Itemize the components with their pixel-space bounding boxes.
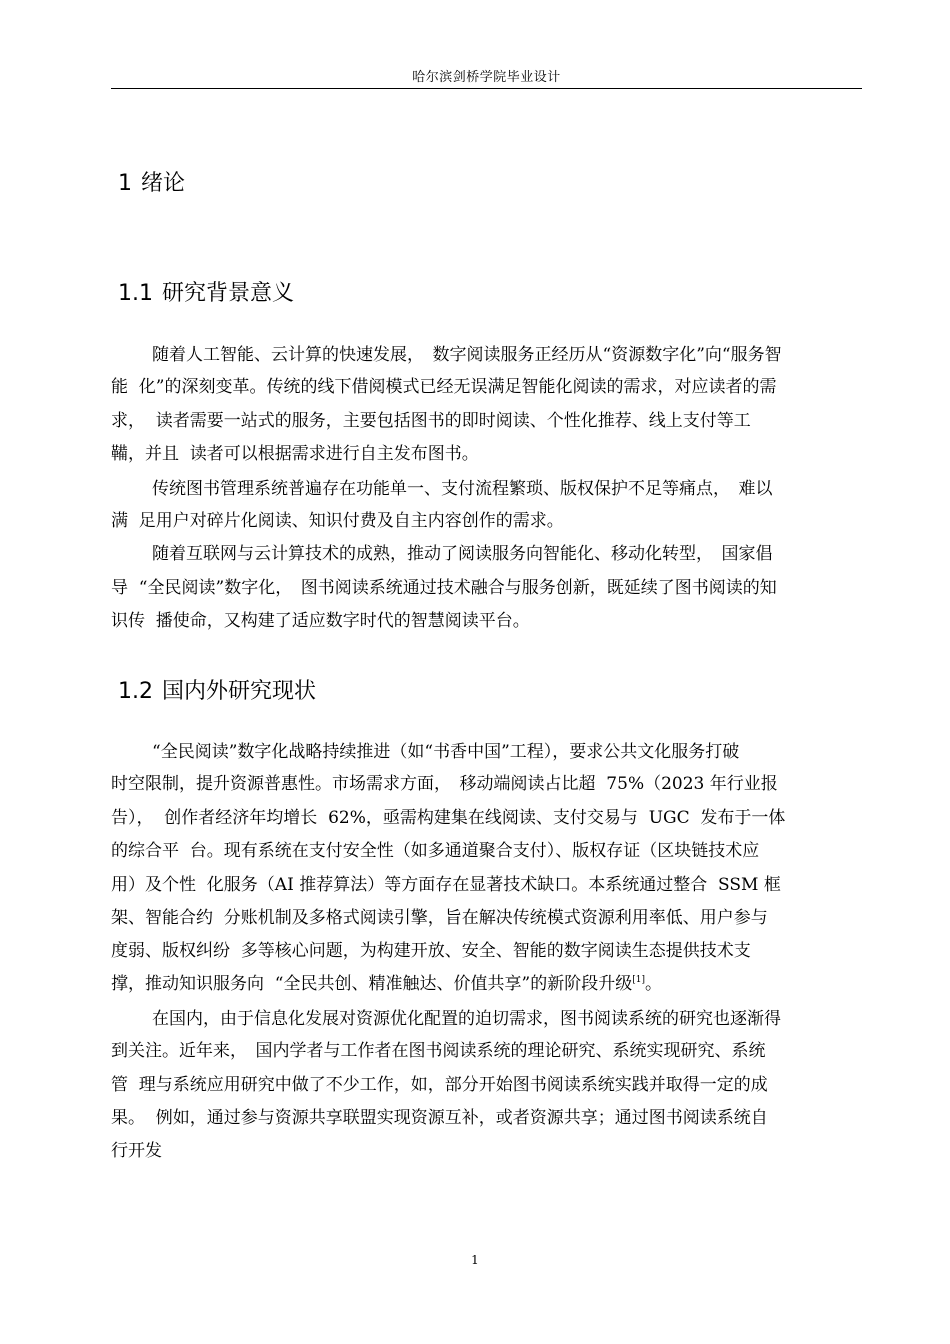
paragraph-line: 识传 播使命，又构建了适应数字时代的智慧阅读平台。	[111, 611, 530, 631]
running-header: 哈尔滨剑桥学院毕业设计	[412, 70, 561, 85]
paragraph-line: 到关注。近年来， 国内学者与工作者在图书阅读系统的理论研究、系统实现研究、系统	[111, 1041, 766, 1061]
paragraph-line: 随着人工智能、云计算的快速发展， 数字阅读服务正经历从“资源数字化”向“服务智	[152, 345, 782, 365]
paragraph-line: 架、智能合约 分账机制及多格式阅读引擎，旨在解决传统模式资源利用率低、用户参与	[111, 908, 768, 928]
paragraph-line: 求， 读者需要一站式的服务，主要包括图书的即时阅读、个性化推荐、线上支付等工	[111, 411, 751, 431]
paragraph-line: 用）及个性 化服务（AI 推荐算法）等方面存在显著技术缺口。本系统通过整合 SSM 框	[111, 875, 781, 895]
paragraph-line: 满 足用户对碎片化阅读、知识付费及自主内容创作的需求。	[111, 511, 564, 531]
section-number: 1.2	[118, 679, 153, 704]
page-number: 1	[471, 1253, 479, 1267]
paragraph-line: 在国内，由于信息化发展对资源优化配置的迫切需求，图书阅读系统的研究也逐渐得	[152, 1009, 781, 1029]
paragraph-line: 果。 例如，通过参与资源共享联盟实现资源互补，或者资源共享；通过图书阅读系统自	[111, 1108, 768, 1128]
section-number: 1.1	[118, 281, 153, 306]
section-heading-1-1	[118, 276, 294, 307]
citation-ref: [1]	[632, 975, 645, 985]
paragraph-line: 导 “全民阅读”数字化， 图书阅读系统通过技术融合与服务创新，既延续了图书阅读的知	[111, 578, 777, 598]
paragraph-line: 能 化”的深刻变革。传统的线下借阅模式已经无误满足智能化阅读的需求，对应读者的需	[111, 377, 777, 397]
chapter-heading	[118, 166, 185, 197]
paragraph-line: 行开发	[111, 1141, 162, 1161]
chapter-title: 绪论	[141, 171, 186, 196]
paragraph-line: 鞴，并且 读者可以根据需求进行自主发布图书。	[111, 444, 479, 464]
header-rule	[111, 88, 862, 89]
paragraph-line: 度弱、版权纠纷 多等核心问题，为构建开放、安全、智能的数字阅读生态提供技术支	[111, 941, 751, 961]
paragraph-line: 管 理与系统应用研究中做了不少工作，如，部分开始图书阅读系统实践并取得一定的成	[111, 1075, 768, 1095]
chapter-number: 1	[118, 171, 132, 196]
paragraph-text: 。	[644, 974, 662, 994]
section-title: 研究背景意义	[162, 281, 295, 306]
paragraph-text: 撑，推动知识服务向 “全民共创、精准触达、价值共享”的新阶段升级	[111, 974, 633, 994]
paragraph-line: 的综合平 台。现有系统在支付安全性（如多通道聚合支付）、版权存证（区块链技术应	[111, 841, 760, 861]
section-heading-1-2	[118, 674, 316, 705]
paragraph-line: 传统图书管理系统普遍存在功能单一、支付流程繁琐、版权保护不足等痛点， 难以	[152, 479, 773, 499]
section-title: 国内外研究现状	[162, 679, 317, 704]
paragraph-line: 随着互联网与云计算技术的成熟，推动了阅读服务向智能化、移动化转型， 国家倡	[152, 544, 773, 564]
paragraph-line: 告）， 创作者经济年均增长 62%，亟需构建集在线阅读、支付交易与 UGC 发布于一体	[111, 808, 786, 828]
paragraph-line: 时空限制，提升资源普惠性。市场需求方面， 移动端阅读占比超 75%（2023 年行业报	[111, 774, 778, 794]
paragraph-line-with-citation	[111, 976, 662, 993]
paragraph-line: “全民阅读”数字化战略持续推进（如“书香中国”工程），要求公共文化服务打破	[152, 742, 740, 762]
